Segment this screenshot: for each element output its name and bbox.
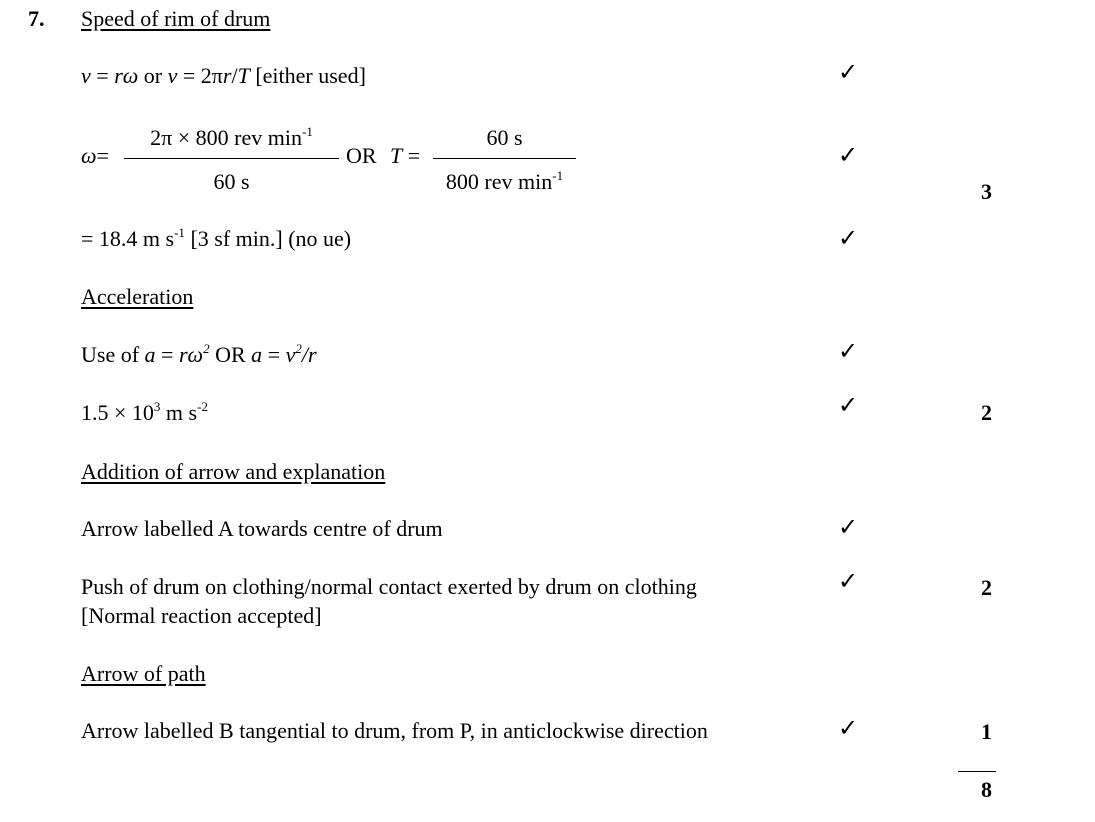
answer-line: Arrow labelled B tangential to drum, from P, in anticlockwise direction: [81, 718, 708, 743]
check-icon: ✓: [838, 224, 859, 252]
acceleration-answer: $1.5 \times 10^3$ m $s^{-2}$: [81, 399, 208, 425]
check-icon: ✓: [838, 567, 859, 595]
marks-arrow-explanation: 2: [981, 575, 992, 600]
or-text: OR: [346, 143, 377, 168]
check-icon: ✓: [838, 337, 859, 365]
fraction-omega: 2π × 800 rev $\min^{-1}$ 60 s: [124, 127, 339, 193]
answer-line-note: [Normal reaction accepted]: [81, 603, 322, 628]
answer-line: Push of drum on clothing/normal contact exerted by drum on clothing: [81, 574, 697, 599]
marks-arrow-path: 1: [981, 719, 992, 744]
check-icon: ✓: [838, 513, 859, 541]
marks-acceleration: 2: [981, 400, 992, 425]
check-icon: ✓: [838, 58, 859, 86]
question-number: 7.: [28, 6, 45, 31]
total-marks: 8: [981, 777, 992, 802]
omega-label: ω=: [81, 143, 109, 168]
answer-line: Arrow labelled A towards centre of drum: [81, 516, 443, 541]
section-heading-speed: Speed of rim of drum: [81, 6, 271, 31]
fraction-bar: [124, 158, 339, 159]
check-icon: ✓: [838, 391, 859, 419]
section-heading-arrow-explanation: Addition of arrow and explanation: [81, 459, 386, 484]
formula-acceleration: Use of $a = r\omega^2$ OR $a = v^2/r$: [81, 341, 317, 367]
var-v: v: [81, 63, 91, 88]
marks-speed: 3: [981, 179, 992, 204]
total-divider: [958, 771, 996, 772]
check-icon: ✓: [838, 714, 859, 742]
speed-result: = 18.4 m $s^{-1}$ [3 sf min.] (no ue): [81, 225, 352, 251]
check-icon: ✓: [838, 141, 859, 169]
section-heading-arrow-path: Arrow of path: [81, 661, 206, 686]
T-label: T =: [390, 143, 421, 168]
section-heading-acceleration: Acceleration: [81, 284, 194, 309]
formula-speed: v = rω or v = 2πr/T [either used]: [81, 63, 366, 88]
fraction-T: 60 s 800 rev $\min^{-1}$: [433, 127, 576, 193]
fraction-bar: [433, 158, 576, 159]
